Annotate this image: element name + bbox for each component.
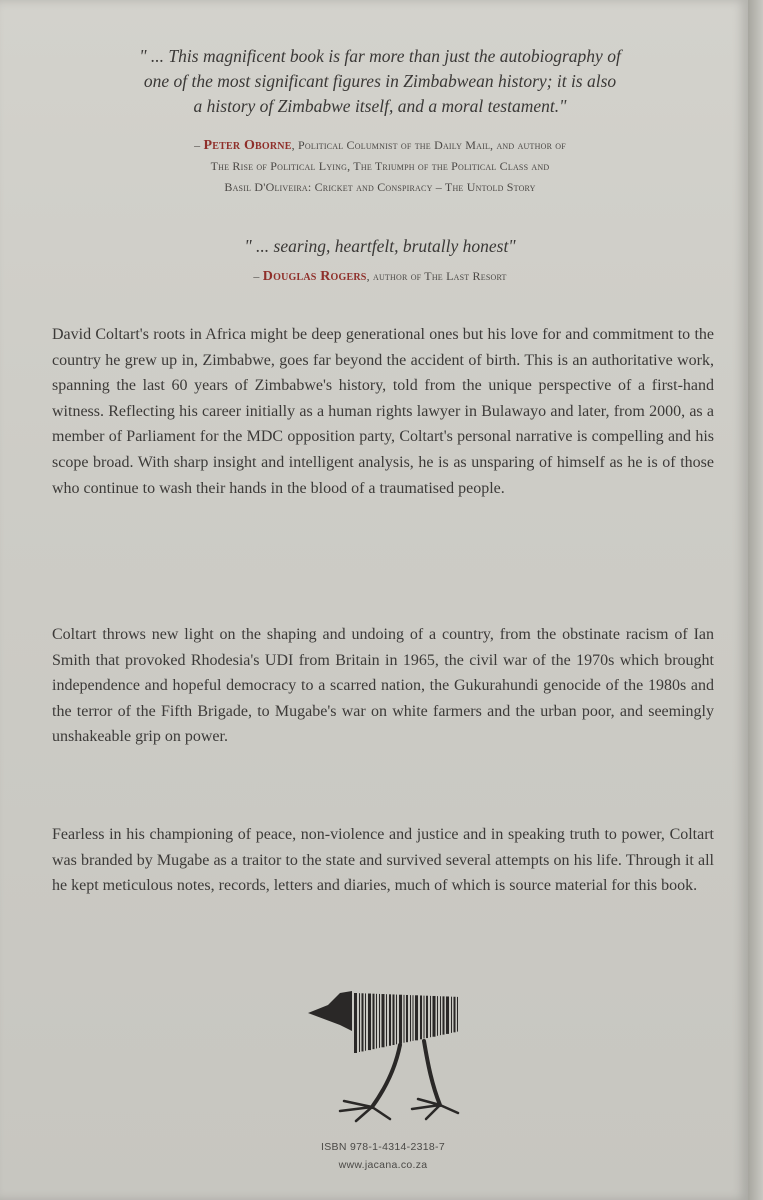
barcode-bar bbox=[376, 994, 377, 1049]
review-quote-rogers bbox=[60, 234, 700, 259]
barcode-bar bbox=[386, 994, 387, 1046]
barcode-bar bbox=[368, 994, 371, 1051]
reviewer-name: Douglas Rogers bbox=[262, 269, 367, 284]
barcode-bar bbox=[433, 996, 436, 1037]
barcode-bar bbox=[399, 995, 402, 1044]
review-attribution-rogers bbox=[50, 266, 710, 287]
barcode-bar bbox=[382, 994, 385, 1047]
isbn-number: ISBN 978-1-4314-2318-7 bbox=[321, 1141, 445, 1153]
barcode-bar bbox=[430, 996, 431, 1037]
barcode-bar bbox=[457, 997, 458, 1032]
barcode-bar bbox=[359, 993, 360, 1052]
barcode-bar bbox=[362, 993, 364, 1051]
barcode-bar bbox=[365, 993, 366, 1050]
barcode-bar bbox=[389, 994, 391, 1045]
jacana-bird-barcode-logo bbox=[300, 985, 470, 1125]
reviewer-credentials: , Political Columnist of the Daily Mail, and author of bbox=[291, 138, 566, 152]
barcode-bar bbox=[451, 997, 452, 1033]
barcode-bar bbox=[420, 995, 422, 1039]
quote-line: a history of Zimbabwe itself, and a moral testament." bbox=[193, 96, 567, 116]
reviewer-credentials: , author of The Last Resort bbox=[366, 269, 507, 283]
barcode-bar bbox=[454, 997, 456, 1033]
barcode-bar bbox=[393, 994, 395, 1045]
barcode-bar bbox=[446, 996, 449, 1033]
barcode-bar bbox=[404, 995, 405, 1043]
barcode-bar bbox=[426, 996, 428, 1038]
barcode-bar bbox=[437, 996, 438, 1036]
blurb-paragraph-2: Coltart throws new light on the shaping and undoing of a country, from the obstinate racism of Ian Smith that provoked Rhodesia's UDI from Britain in 1965, the civil war of the 1970s which brought independence and hopeful democracy to a scarred nation, the Gukurahundi genocide of the 1980s and the terror of the Fifth Brigade, to Mugabe's war on white farmers and the urban poor, and seemingly unshakeable grip on power. bbox=[52, 626, 714, 746]
barcode-bar bbox=[410, 995, 411, 1041]
publisher-website: www.jacana.co.za bbox=[338, 1159, 428, 1171]
reviewer-name: Peter Oborne bbox=[203, 138, 292, 153]
quote-line: one of the most significant figures in Zimbabwean history; it is also bbox=[143, 71, 617, 91]
review-quote-oborne bbox=[60, 44, 700, 119]
quote-line: " ... searing, heartfelt, brutally honest" bbox=[244, 236, 516, 256]
review-attribution-oborne bbox=[50, 135, 710, 198]
attribution-line: – Douglas Rogers, author of The Last Resort bbox=[253, 269, 507, 284]
barcode-bar bbox=[415, 995, 418, 1040]
barcode-bar bbox=[413, 995, 414, 1041]
barcode-bar bbox=[424, 996, 425, 1039]
barcode-bar bbox=[354, 993, 357, 1053]
attribution-line: – Peter Oborne, Political Columnist of the Daily Mail, and author of bbox=[194, 138, 566, 153]
book-spine-edge bbox=[748, 0, 763, 1200]
attribution-line: Basil D'Oliveira: Cricket and Conspiracy – The Untold Story bbox=[224, 180, 536, 194]
barcode-bar bbox=[396, 995, 397, 1045]
barcode-bar bbox=[440, 996, 441, 1035]
blurb-paragraph-3: Fearless in his championing of peace, non-violence and justice and in speaking truth to power, Coltart was branded by Mugabe as a traitor to the state and survived several attempts on his life. Through it all he kept meticulous notes, records, letters and diaries, much of which is source material for this book. bbox=[52, 826, 714, 895]
barcode-bar bbox=[373, 994, 375, 1049]
barcode-bar bbox=[379, 994, 380, 1048]
barcode-bar bbox=[406, 995, 408, 1042]
attribution-line: The Rise of Political Lying, The Triumph of the Political Class and bbox=[210, 159, 550, 173]
quote-line: " ... This magnificent book is far more than just the autobiography of bbox=[139, 46, 621, 66]
blurb-paragraph-1: David Coltart's roots in Africa might be deep generational ones but his love for and commitment to the country he grew up in, Zimbabwe, goes far beyond the accident of birth. This is an authoritative work, spanning the last 60 years of Zimbabwe's history, told from the unique perspective of a first-hand witness. Reflecting his career initially as a human rights lawyer in Bulawayo and later, from 2000, as a member of Parliament for the MDC opposition party, Coltart's personal narrative is compelling and his scope broad. With sharp insight and intelligent analysis, he is as unsparing of himself as he is of those who continue to wash their hands in the blood of a traumatised people. bbox=[52, 326, 714, 497]
barcode-bar bbox=[443, 996, 445, 1034]
